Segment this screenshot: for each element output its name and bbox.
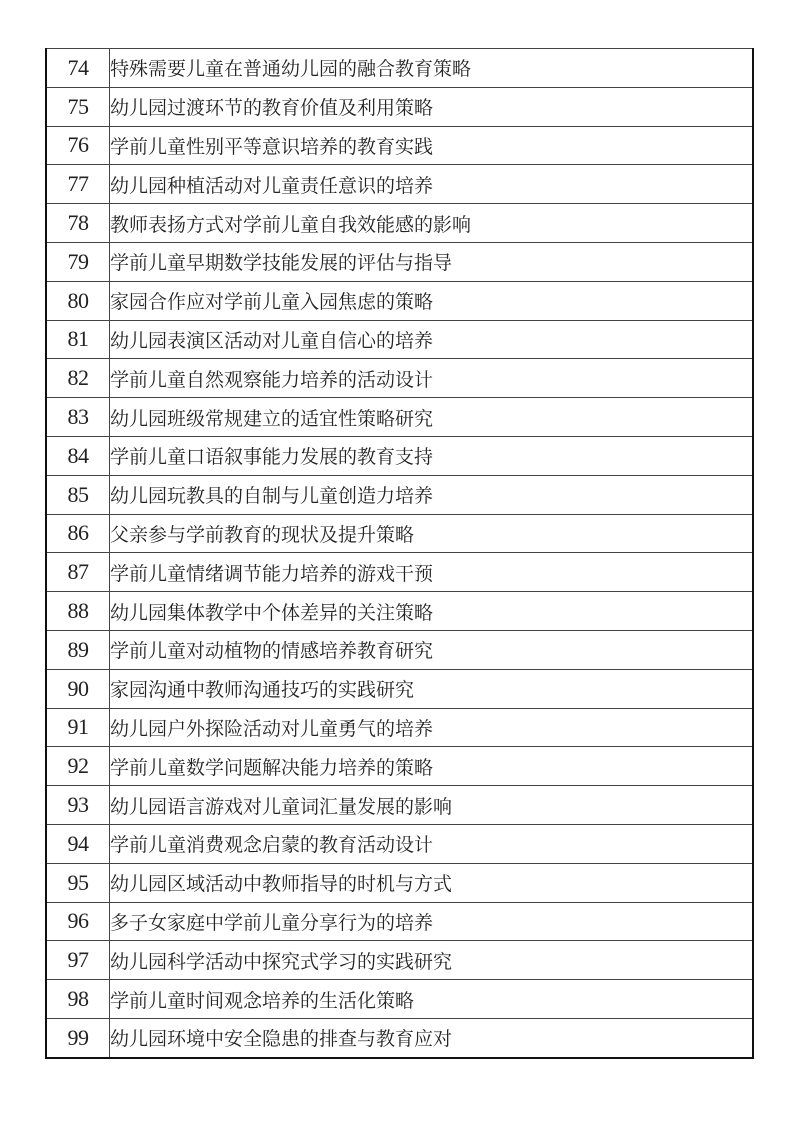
- row-number: 96: [46, 902, 110, 941]
- row-number: 84: [46, 436, 110, 475]
- table-row: [46, 398, 753, 437]
- table-row: [46, 514, 753, 553]
- table-row: [46, 475, 753, 514]
- row-title: 幼儿园种植活动对儿童责任意识的培养: [110, 165, 754, 204]
- topic-table-body: [46, 49, 753, 1058]
- row-title: 学前儿童对动植物的情感培养教育研究: [110, 630, 754, 669]
- row-number: 90: [46, 669, 110, 708]
- row-title: 学前儿童数学问题解决能力培养的策略: [110, 747, 754, 786]
- table-row: [46, 204, 753, 243]
- row-title: 学前儿童自然观察能力培养的活动设计: [110, 359, 754, 398]
- table-row: [46, 824, 753, 863]
- row-title: 家园合作应对学前儿童入园焦虑的策略: [110, 281, 754, 320]
- row-title: 家园沟通中教师沟通技巧的实践研究: [110, 669, 754, 708]
- row-number: 85: [46, 475, 110, 514]
- table-row: [46, 242, 753, 281]
- row-title: 幼儿园户外探险活动对儿童勇气的培养: [110, 708, 754, 747]
- table-row: [46, 669, 753, 708]
- row-number: 81: [46, 320, 110, 359]
- table-row: [46, 436, 753, 475]
- row-title: 幼儿园科学活动中探究式学习的实践研究: [110, 941, 754, 980]
- row-title: 父亲参与学前教育的现状及提升策略: [110, 514, 754, 553]
- row-title: 学前儿童性别平等意识培养的教育实践: [110, 126, 754, 165]
- table-row: [46, 708, 753, 747]
- table-row: [46, 902, 753, 941]
- row-title: 学前儿童时间观念培养的生活化策略: [110, 980, 754, 1019]
- row-number: 97: [46, 941, 110, 980]
- row-title: 学前儿童消费观念启蒙的教育活动设计: [110, 824, 754, 863]
- table-row: [46, 786, 753, 825]
- row-number: 92: [46, 747, 110, 786]
- table-row: [46, 281, 753, 320]
- row-title: 教师表扬方式对学前儿童自我效能感的影响: [110, 204, 754, 243]
- row-title: 幼儿园环境中安全隐患的排查与教育应对: [110, 1018, 754, 1057]
- row-number: 79: [46, 242, 110, 281]
- table-row: [46, 165, 753, 204]
- row-number: 75: [46, 87, 110, 126]
- row-number: 76: [46, 126, 110, 165]
- row-title: 幼儿园语言游戏对儿童词汇量发展的影响: [110, 786, 754, 825]
- row-number: 74: [46, 49, 110, 88]
- row-title: 幼儿园区域活动中教师指导的时机与方式: [110, 863, 754, 902]
- row-title: 幼儿园班级常规建立的适宜性策略研究: [110, 398, 754, 437]
- table-row: [46, 87, 753, 126]
- table-row: [46, 1018, 753, 1057]
- table-row: [46, 863, 753, 902]
- row-number: 77: [46, 165, 110, 204]
- row-number: 87: [46, 553, 110, 592]
- row-number: 95: [46, 863, 110, 902]
- table-row: [46, 592, 753, 631]
- row-title: 学前儿童口语叙事能力发展的教育支持: [110, 436, 754, 475]
- row-number: 89: [46, 630, 110, 669]
- row-title: 幼儿园集体教学中个体差异的关注策略: [110, 592, 754, 631]
- table-row: [46, 553, 753, 592]
- row-number: 91: [46, 708, 110, 747]
- row-title: 幼儿园过渡环节的教育价值及利用策略: [110, 87, 754, 126]
- row-number: 82: [46, 359, 110, 398]
- table-row: [46, 359, 753, 398]
- table-row: [46, 747, 753, 786]
- row-title: 幼儿园玩教具的自制与儿童创造力培养: [110, 475, 754, 514]
- topic-table: [45, 48, 754, 1059]
- row-title: 多子女家庭中学前儿童分享行为的培养: [110, 902, 754, 941]
- row-number: 80: [46, 281, 110, 320]
- row-number: 93: [46, 786, 110, 825]
- row-number: 86: [46, 514, 110, 553]
- row-number: 98: [46, 980, 110, 1019]
- row-number: 83: [46, 398, 110, 437]
- table-row: [46, 941, 753, 980]
- row-title: 学前儿童早期数学技能发展的评估与指导: [110, 242, 754, 281]
- row-number: 99: [46, 1018, 110, 1057]
- table-row: [46, 630, 753, 669]
- row-number: 78: [46, 204, 110, 243]
- table-row: [46, 320, 753, 359]
- table-row: [46, 980, 753, 1019]
- table-row: [46, 126, 753, 165]
- row-number: 94: [46, 824, 110, 863]
- row-title: 特殊需要儿童在普通幼儿园的融合教育策略: [110, 49, 754, 88]
- table-row: [46, 49, 753, 88]
- row-number: 88: [46, 592, 110, 631]
- row-title: 幼儿园表演区活动对儿童自信心的培养: [110, 320, 754, 359]
- row-title: 学前儿童情绪调节能力培养的游戏干预: [110, 553, 754, 592]
